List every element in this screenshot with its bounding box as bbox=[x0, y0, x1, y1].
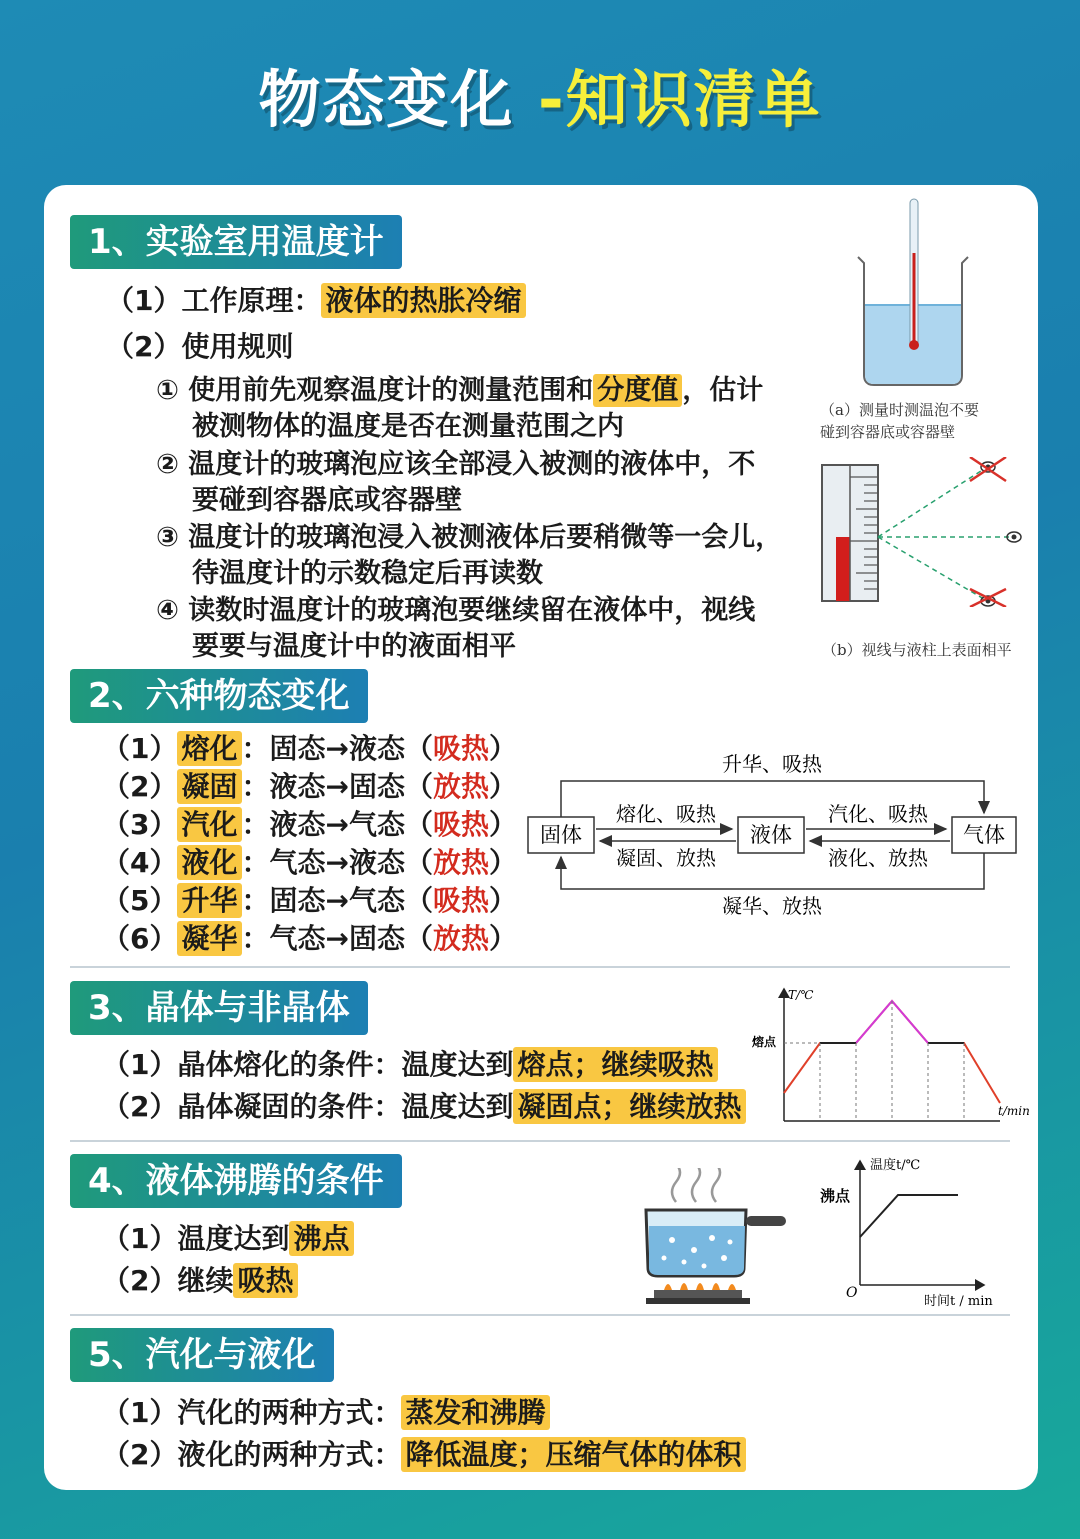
s5-line2-hl: 降低温度；压缩气体的体积 bbox=[401, 1437, 745, 1472]
s2-item: （6） 凝华 ：气态→固态（放热） bbox=[102, 922, 518, 955]
boiling-pot-illustration bbox=[634, 1168, 794, 1308]
s4-line2-text: （2）继续 bbox=[102, 1264, 234, 1297]
s1-principle-label: （1）工作原理： bbox=[106, 284, 322, 317]
label-sublimation: 升华、吸热 bbox=[722, 752, 822, 776]
s1-rule1-cont: 被测物体的温度是否在测量范围之内 bbox=[192, 411, 624, 442]
graph3-ylabel: T/℃ bbox=[788, 988, 814, 1002]
s4-line1-text: （1）温度达到 bbox=[102, 1222, 290, 1255]
section1-title: 1、实验室用温度计 bbox=[70, 215, 402, 269]
graph4-ylabel: 温度t/℃ bbox=[870, 1158, 921, 1173]
s1-rule2-cont: 要碰到容器底或容器壁 bbox=[192, 485, 462, 516]
s2-item-num: （2） bbox=[102, 770, 178, 803]
s4-line2 bbox=[102, 1263, 298, 1299]
graph3-mark: 熔点 bbox=[752, 1035, 777, 1049]
section2-title: 2、六种物态变化 bbox=[70, 669, 368, 723]
state-change-diagram bbox=[522, 745, 1022, 925]
s2-item-desc: ：液态→固态 bbox=[241, 770, 405, 803]
label-liquefaction: 液化、放热 bbox=[828, 846, 928, 870]
s1-principle-value: 液体的热胀冷缩 bbox=[321, 283, 525, 318]
s2-item-name: 凝华 bbox=[177, 921, 241, 956]
s1-rule1 bbox=[156, 373, 763, 409]
s2-item-name: 升华 bbox=[177, 883, 241, 918]
s3-line2-text: （2）晶体凝固的条件：温度达到 bbox=[102, 1090, 514, 1123]
divider bbox=[70, 1140, 1010, 1142]
s2-item-desc: ：气态→固态 bbox=[241, 922, 405, 955]
s1-rule1-b: ，估计 bbox=[682, 375, 764, 406]
s2-item-num: （4） bbox=[102, 846, 178, 879]
label-vaporization: 汽化、吸热 bbox=[828, 802, 928, 826]
s2-item-desc: ：液态→气态 bbox=[241, 808, 405, 841]
s2-item-heat: 放热 bbox=[432, 770, 489, 803]
s5-line1-hl: 蒸发和沸腾 bbox=[401, 1395, 549, 1430]
reading-level-illustration bbox=[816, 457, 1030, 607]
label-freezing: 凝固、放热 bbox=[616, 846, 716, 870]
label-solid: 固体 bbox=[540, 823, 582, 847]
s1-rule3: ③ 温度计的玻璃泡浸入被测液体后要稍微等一会儿， bbox=[156, 522, 783, 553]
s1-rules-label: （2）使用规则 bbox=[106, 330, 294, 363]
s2-item-heat: 吸热 bbox=[432, 808, 489, 841]
s2-item: （1） 熔化 ：固态→液态（吸热） bbox=[102, 732, 518, 765]
caption-a-line1: （a）测量时测温泡不要 bbox=[820, 401, 979, 419]
s1-rule4-cont: 要要与温度计中的液面相平 bbox=[192, 631, 516, 662]
s2-item: （3） 汽化 ：液态→气态（吸热） bbox=[102, 808, 518, 841]
s2-item-num: （3） bbox=[102, 808, 178, 841]
s5-line2-text: （2）液化的两种方式： bbox=[102, 1438, 402, 1471]
label-melting: 熔化、吸热 bbox=[616, 802, 716, 826]
s2-item: （4） 液化 ：气态→液态（放热） bbox=[102, 846, 518, 879]
crystal-temperature-graph bbox=[750, 985, 1034, 1133]
caption-a-line2: 碰到容器底或容器壁 bbox=[820, 423, 956, 441]
s1-rule2: ② 温度计的玻璃泡应该全部浸入被测的液体中，不 bbox=[156, 449, 756, 480]
page-title bbox=[0, 50, 1080, 139]
section5-title: 5、汽化与液化 bbox=[70, 1328, 334, 1382]
label-gas: 气体 bbox=[963, 823, 1005, 847]
s1-rule1-hl: 分度值 bbox=[593, 374, 682, 407]
s1-rule1-a: ① 使用前先观察温度计的测量范围和 bbox=[156, 375, 594, 406]
s1-principle bbox=[106, 283, 526, 319]
s2-item-heat: 放热 bbox=[432, 922, 489, 955]
beaker-thermometer-illustration bbox=[844, 193, 974, 393]
graph3-xlabel: t/min bbox=[998, 1104, 1030, 1118]
s2-item-num: （6） bbox=[102, 922, 178, 955]
s3-line1 bbox=[102, 1047, 718, 1083]
s2-item-desc: ：固态→液态 bbox=[241, 732, 405, 765]
s3-line1-hl: 熔点；继续吸热 bbox=[513, 1047, 717, 1082]
s1-rule4: ④ 读数时温度计的玻璃泡要继续留在液体中，视线 bbox=[156, 595, 756, 626]
title-part2: -知识清单 bbox=[537, 63, 822, 136]
graph4-mark: 沸点 bbox=[820, 1187, 851, 1205]
graph4-xlabel: 时间t / min bbox=[924, 1294, 993, 1307]
s2-item: （5） 升华 ：固态→气态（吸热） bbox=[102, 884, 518, 917]
s1-rule3-cont: 待温度计的示数稳定后再读数 bbox=[192, 558, 543, 589]
s2-item: （2） 凝固 ：液态→固态（放热） bbox=[102, 770, 518, 803]
s2-item-desc: ：固态→气态 bbox=[241, 884, 405, 917]
s5-line1 bbox=[102, 1395, 550, 1431]
s4-line2-hl: 吸热 bbox=[233, 1263, 297, 1298]
label-liquid: 液体 bbox=[750, 823, 792, 847]
boiling-temperature-graph bbox=[798, 1155, 1028, 1307]
section4-title: 4、液体沸腾的条件 bbox=[70, 1154, 402, 1208]
divider bbox=[70, 1314, 1010, 1316]
graph4-origin: O bbox=[846, 1285, 858, 1301]
s2-item-heat: 放热 bbox=[432, 846, 489, 879]
s2-item-name: 熔化 bbox=[177, 731, 241, 766]
s5-line1-text: （1）汽化的两种方式： bbox=[102, 1396, 402, 1429]
s5-line2 bbox=[102, 1437, 746, 1473]
s2-item-name: 凝固 bbox=[177, 769, 241, 804]
s2-item-name: 汽化 bbox=[177, 807, 241, 842]
s3-line1-text: （1）晶体熔化的条件：温度达到 bbox=[102, 1048, 514, 1081]
content-card bbox=[44, 185, 1038, 1490]
label-deposition: 凝华、放热 bbox=[722, 894, 822, 918]
s2-item-num: （1） bbox=[102, 732, 178, 765]
s4-line1 bbox=[102, 1221, 354, 1257]
divider bbox=[70, 966, 1010, 968]
s2-item-desc: ：气态→液态 bbox=[241, 846, 405, 879]
s3-line2-hl: 凝固点；继续放热 bbox=[513, 1089, 745, 1124]
title-part1: 物态变化 bbox=[258, 63, 515, 136]
s2-item-num: （5） bbox=[102, 884, 178, 917]
s4-line1-hl: 沸点 bbox=[289, 1221, 353, 1256]
section3-title: 3、晶体与非晶体 bbox=[70, 981, 368, 1035]
caption-b: （b）视线与液柱上表面相平 bbox=[822, 641, 1012, 659]
s2-item-heat: 吸热 bbox=[432, 884, 489, 917]
s2-item-heat: 吸热 bbox=[432, 732, 489, 765]
s3-line2 bbox=[102, 1089, 746, 1125]
s2-item-name: 液化 bbox=[177, 845, 241, 880]
